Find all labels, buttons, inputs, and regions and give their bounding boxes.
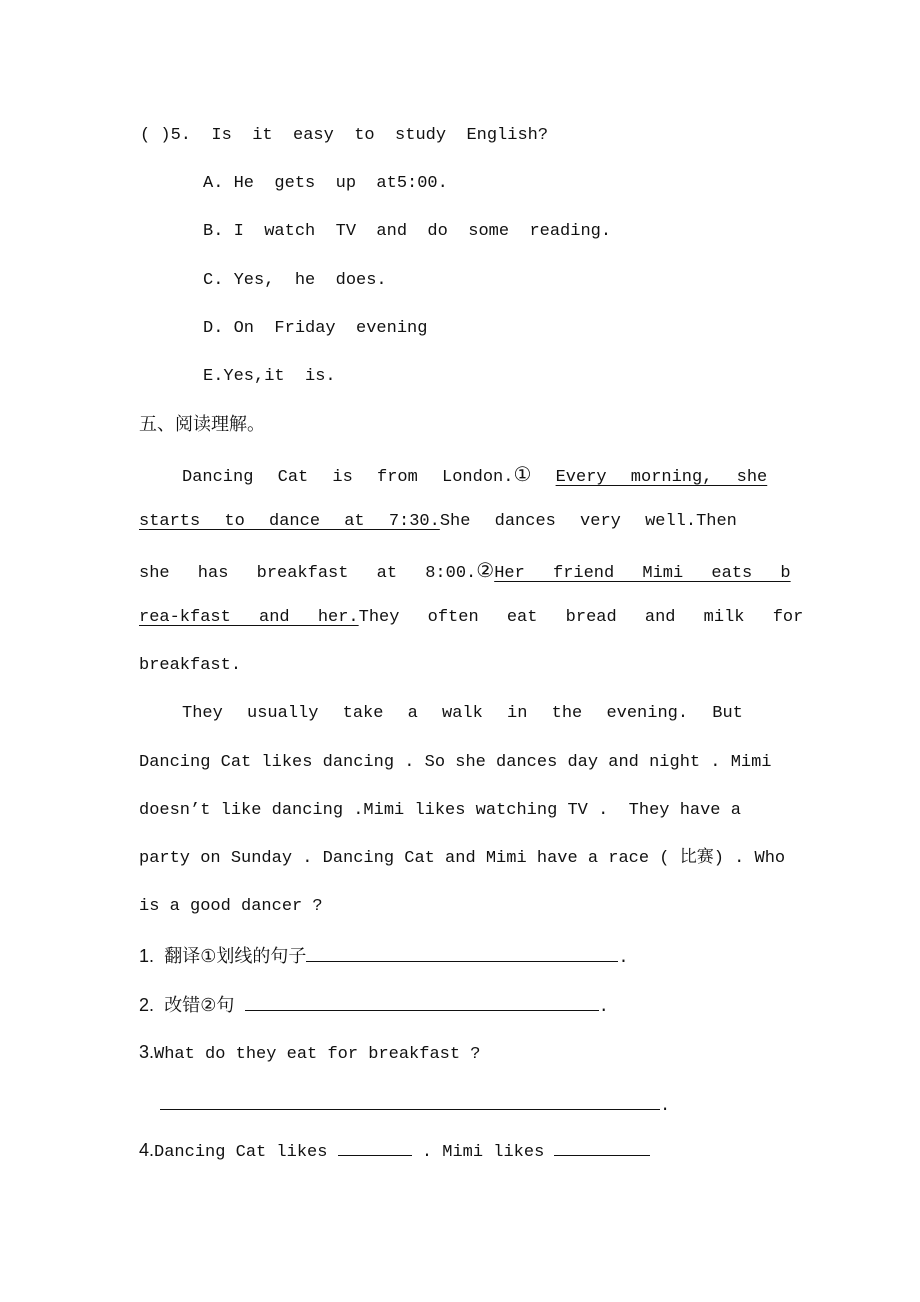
underlined-sentence-1-end: starts to dance at 7:30.: [139, 512, 440, 531]
text: She dances very well.Then: [439, 512, 737, 531]
question-text: . Mimi likes: [411, 1143, 545, 1162]
option-c: C. Yes, he does.: [203, 271, 387, 290]
question-1: [139, 943, 629, 971]
text: They often eat bread and milk for: [358, 608, 804, 627]
question-number: 3.: [139, 1042, 155, 1062]
passage-line-9: party on Sunday . Dancing Cat and Mimi have a race ( 比赛) . Who: [139, 849, 786, 868]
answer-blank-1[interactable]: [338, 1137, 412, 1156]
underlined-sentence-2-end: rea-kfast and her.: [139, 608, 359, 627]
period: .: [618, 949, 629, 968]
section-title: 五、阅读理解。: [139, 414, 265, 435]
answer-blank[interactable]: [245, 992, 599, 1011]
passage-line-3: [139, 558, 791, 586]
text: she has breakfast at 8:00.: [139, 564, 477, 583]
passage-line-6: They usually take a walk in the evening. But: [182, 704, 743, 723]
question-4: [139, 1137, 650, 1165]
answer-blank-2[interactable]: [554, 1137, 650, 1156]
answer-blank[interactable]: [306, 943, 618, 962]
question-text: 翻译①划线的句子: [164, 946, 307, 967]
underlined-sentence-2: Her friend Mimi eats b: [494, 564, 791, 583]
option-b: B. I watch TV and do some reading.: [203, 222, 612, 241]
period: .: [660, 1097, 671, 1116]
text: Dancing Cat is from London.: [182, 468, 514, 487]
question-2: [139, 992, 609, 1020]
passage-line-5: breakfast.: [139, 656, 242, 675]
period: .: [598, 998, 609, 1017]
passage-line-1: [182, 462, 774, 490]
question-text: Dancing Cat likes: [154, 1143, 328, 1162]
question-5-stem: ( )5. Is it easy to study English?: [140, 126, 549, 145]
option-e: E.Yes,it is.: [203, 367, 336, 386]
passage-line-7: Dancing Cat likes dancing . So she dances day and night . Mimi: [139, 753, 772, 772]
passage-line-4: [139, 606, 803, 630]
underlined-sentence-1: Every morning, she: [555, 468, 768, 487]
question-number: 2.: [139, 995, 155, 1015]
question-number: 4.: [139, 1140, 155, 1160]
question-3: [139, 1040, 480, 1067]
passage-line-10: is a good dancer ?: [139, 897, 323, 916]
circled-1: ①: [513, 462, 532, 486]
option-a: A. He gets up at5:00.: [203, 174, 448, 193]
passage-line-8: doesn’t like dancing .Mimi likes watching TV . They have a: [139, 801, 741, 820]
question-number: 1.: [139, 946, 155, 966]
circled-2: ②: [476, 558, 495, 582]
question-text: 改错②句: [164, 995, 235, 1016]
option-d: D. On Friday evening: [203, 319, 428, 338]
passage-line-2: [139, 510, 737, 534]
answer-blank[interactable]: [160, 1091, 660, 1110]
question-3-answer-line: [160, 1091, 670, 1119]
question-text: What do they eat for breakfast ?: [154, 1045, 481, 1064]
